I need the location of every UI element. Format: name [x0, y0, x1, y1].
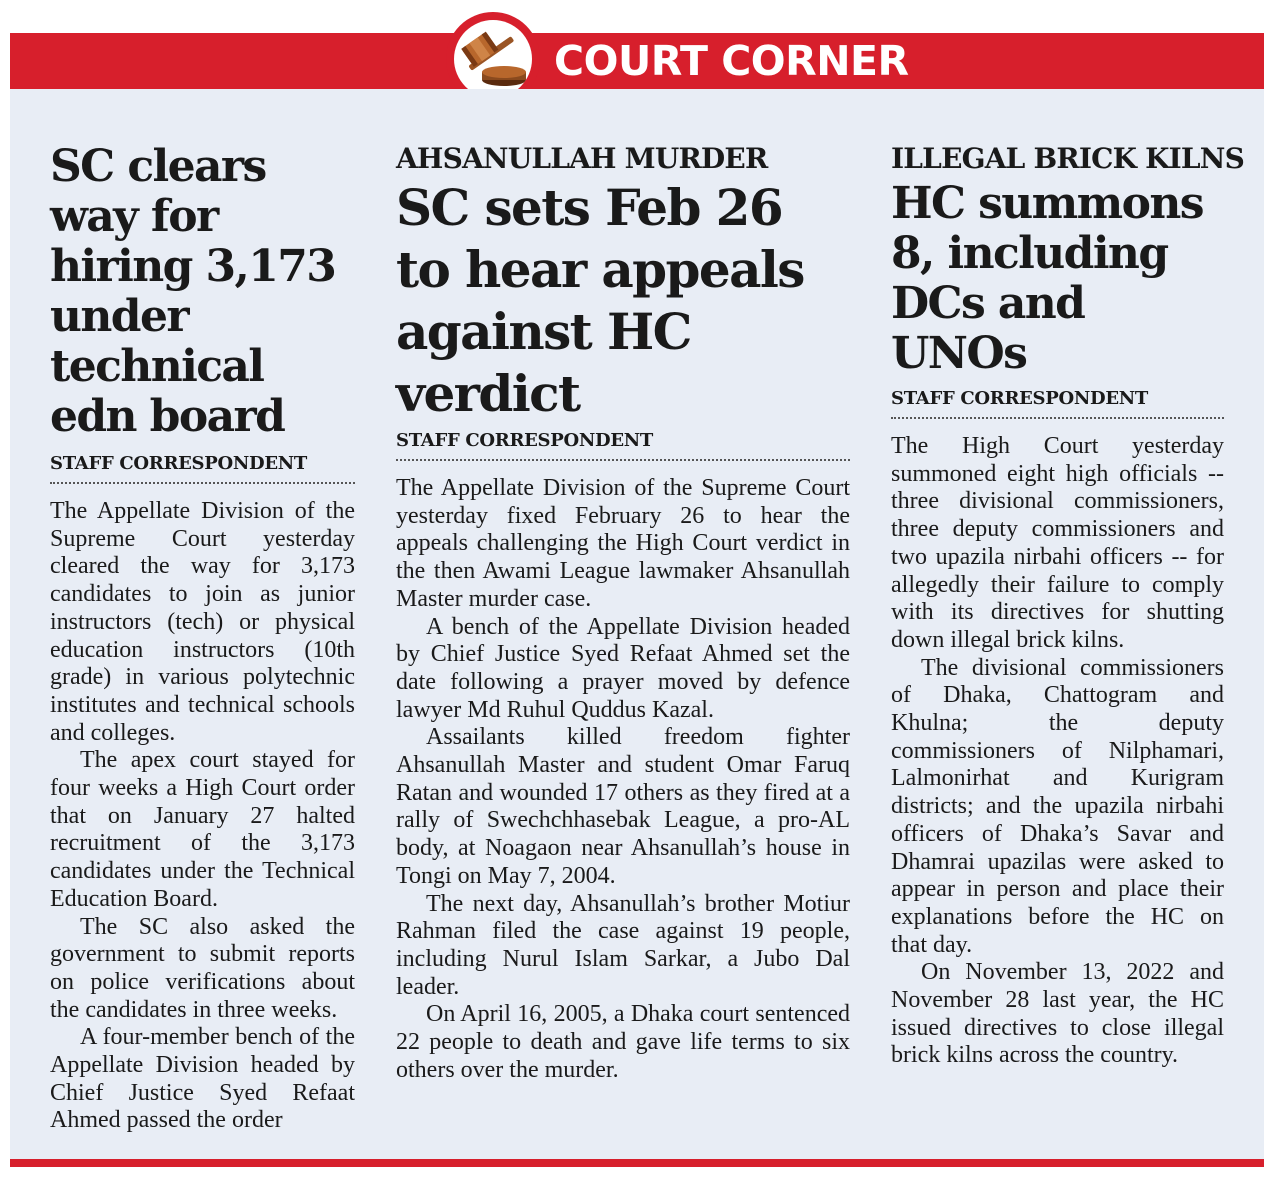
article-byline: STAFF CORRESPONDENT — [396, 430, 653, 451]
article-headline: SC sets Feb 26 to hear appeals against HC verdict — [396, 178, 804, 423]
article-paragraph: The Appellate Division of the Supreme Court yesterday fixed February 26 to hear the appeals challenging the High Court verdict in the then Awami League lawmaker Ahsanullah Master murder case. — [396, 475, 850, 612]
byline-divider — [50, 482, 355, 484]
article-1 — [50, 142, 355, 1135]
article-paragraph: The High Court yesterday summoned eight high officials -- three divisional commissioners, three deputy commissioners and two upazila nirbahi officers -- for allegedly their failure to comply with its directives for shutting down illegal brick kilns. — [891, 433, 1224, 653]
article-2 — [396, 141, 850, 1084]
article-paragraph: On April 16, 2005, a Dhaka court sentenced 22 people to death and gave life terms to six others over the murder. — [396, 1001, 850, 1083]
article-paragraph: The next day, Ahsanullah’s brother Motiur Rahman filed the case against 19 people, including Nurul Islam Sarkar, a Jubo Dal leader. — [396, 890, 850, 1000]
article-paragraph: A four-member bench of the Appellate Division headed by Chief Justice Syed Refaat Ahmed passed the order — [50, 1024, 355, 1134]
article-paragraph: The SC also asked the government to submit reports on police verifications about the candidates in three weeks. — [50, 913, 355, 1023]
article-byline: STAFF CORRESPONDENT — [891, 388, 1148, 409]
bottom-rule — [10, 1159, 1264, 1167]
article-kicker: ILLEGAL BRICK KILNS — [891, 142, 1245, 175]
article-paragraph: On November 13, 2022 and November 28 last year, the HC issued directives to close illegal brick kilns across the country. — [891, 959, 1224, 1069]
article-headline: SC clears way for hiring 3,173 under technical edn board — [50, 141, 336, 442]
article-3 — [891, 141, 1245, 1070]
article-paragraph: The Appellate Division of the Supreme Court yesterday cleared the way for 3,173 candidates to join as junior instructors (tech) or physical education instructors (10th grade) in various polytechnic institutes and technical schools and colleges. — [50, 498, 355, 746]
byline-divider — [396, 459, 850, 461]
gavel-icon — [454, 20, 532, 98]
article-paragraph: The divisional commissioners of Dhaka, Chattogram and Khulna; the deputy commissioners of Nilphamari, Lalmonirhat and Kurigram districts; and the upazila nirbahi officers of Dhaka’s Savar and Dhamrai upazilas were asked to appear in person and place their explanations before the HC on that day. — [891, 654, 1224, 958]
section-title: COURT CORNER — [554, 37, 909, 85]
article-headline: HC summons 8, including DCs and UNOs — [891, 178, 1203, 379]
article-kicker: AHSANULLAH MURDER — [396, 142, 768, 175]
article-paragraph: A bench of the Appellate Division headed by Chief Justice Syed Refaat Ahmed set the date following a prayer moved by defence lawyer Md Ruhul Quddus Kazal. — [396, 613, 850, 723]
byline-divider — [891, 417, 1224, 419]
article-paragraph: Assailants killed freedom fighter Ahsanullah Master and student Omar Faruq Ratan and wounded 17 others as they fired at a rally of Swechchhasebak League, a pro-AL body, at Noagaon near Ahsanullah’s house in Tongi on May 7, 2004. — [396, 724, 850, 889]
article-paragraph: The apex court stayed for four weeks a High Court order that on January 27 halted recruitment of the 3,173 candidates under the Technical Education Board. — [50, 747, 355, 912]
article-byline: STAFF CORRESPONDENT — [50, 453, 307, 474]
